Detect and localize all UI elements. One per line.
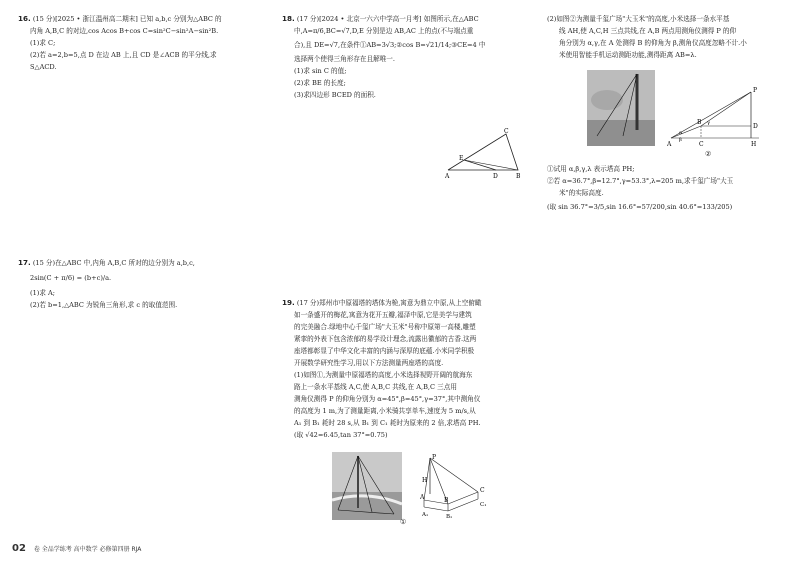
- tower-photo-1: [332, 452, 402, 520]
- q18-line-5: (2)求 BE 的长度;: [294, 79, 346, 87]
- label-b1: B₁: [446, 514, 453, 520]
- label-c1: C₁: [480, 502, 487, 508]
- q19b-after-0: ①试用 α,β,γ,λ 表示塔高 PH;: [547, 165, 635, 173]
- q17-line-2: (1)求 A;: [30, 289, 56, 297]
- q16-line-2: (1)求 C;: [30, 39, 56, 47]
- q18-line-3: 选择两个使得三角形存在且解唯一.: [294, 55, 396, 63]
- label-b: B: [697, 119, 702, 126]
- tower-photo-2: [587, 70, 655, 146]
- q19b-after-3: (取 sin 36.7°=3/5,sin 16.6°=57/200,sin 40.6°=133/205): [547, 203, 733, 211]
- label-e: E: [459, 155, 464, 162]
- label-gamma: γ: [707, 120, 710, 126]
- label-b: B: [516, 173, 521, 180]
- q19b-after-1: ②若 α=36.7°,β=12.7°,γ=53.3°,λ=205 m,求千玺广场"大玉: [547, 177, 734, 185]
- label-a: A: [445, 173, 450, 180]
- q19b-line-0: (2)如图②为测量千玺广场"大玉米"的高度,小米选择一条水平基: [547, 15, 730, 23]
- q19-line-10: A₁ 到 B₁ 耗时 28 s,从 B₁ 到 C₁ 耗时为原来的 2 倍,求塔高 PH.: [294, 419, 481, 427]
- question-number: 19.: [282, 298, 295, 307]
- triangle-figure-18: [444, 128, 524, 180]
- q19-line-5: 开展数学研究性学习,用以下方法测量两座塔的高度.: [294, 359, 444, 367]
- label-a: A: [420, 494, 425, 501]
- label-h: H: [422, 477, 428, 484]
- question-19-part2-subquestions: [547, 163, 777, 215]
- q17-line-1: 2sin(C + π/6) = (b+c)/a.: [30, 274, 112, 282]
- q18-line-6: (3)求四边形 BCED 的面积.: [294, 91, 376, 99]
- label-c: C: [504, 128, 509, 135]
- label-b: B: [444, 497, 449, 504]
- q19b-line-2: 角分别为 α,γ,在 A 处测得 B 的仰角为 β,测角仪高度忽略不计.小: [559, 39, 747, 47]
- label-d: D: [753, 123, 758, 130]
- q18-line-0: (17 分)[2024 • 北京一六六中学高一月考] 如图所示,在△ABC: [296, 15, 479, 23]
- q19-line-4: 座塔都彰显了中华文化丰富的内涵与深厚的底蕴.小米同学积极: [294, 347, 475, 355]
- footer-text: 卷 全品学练考 高中数学 必修第四册 RJA: [33, 546, 142, 553]
- q19-line-2: 的完美融合.绿地中心千玺广场"大玉米"号称中原第一高楼,雕塑: [294, 323, 476, 331]
- label-h: H: [751, 141, 757, 148]
- question-19-part2: [547, 13, 777, 61]
- figure-caption-1: ①: [400, 518, 407, 526]
- label-c: C: [480, 487, 485, 494]
- tower-diagram-1: [420, 452, 490, 520]
- column-right: [547, 0, 777, 534]
- question-number: 17.: [18, 258, 31, 267]
- q18-line-4: (1)求 sin C 的值;: [294, 67, 347, 75]
- q19-line-11: (取 √42=6.45,tan 37°=0.75): [294, 431, 388, 439]
- tower-diagram-2: [667, 86, 767, 148]
- q18-line-2: 合),且 DE=√7,在条件①AB=3√3;②cos B=√21/14;③CE=4 中: [294, 41, 486, 49]
- q16-line-3: (2)若 a=2,b=5,点 D 在边 AB 上,且 CD 是∠ACB 的平分线,求: [30, 51, 217, 59]
- q16-line-1: 内角 A,B,C 的对边,cos Acos B+cos C=sin²C−sin²A−sin²B.: [30, 27, 219, 35]
- question-number: 18.: [282, 14, 295, 23]
- question-18: [282, 13, 527, 101]
- label-beta: β: [679, 137, 682, 143]
- q17-line-3: (2)若 b=1,△ABC 为锐角三角形,求 c 的取值范围.: [30, 301, 178, 309]
- question-number: 16.: [18, 14, 31, 23]
- question-17: [18, 257, 263, 311]
- label-p: P: [432, 454, 437, 461]
- q19b-line-1: 线 AH,使 A,C,H 三点共线,在 A,B 两点用测角仪测得 P 的仰: [559, 27, 737, 35]
- q19-line-6: (1)如图①,为测量中原福塔的高度,小米选择视野开阔的航海东: [294, 371, 473, 379]
- label-a: A: [667, 141, 672, 148]
- q19b-after-2: 米"的实际高度.: [559, 189, 604, 197]
- q16-line-0: (15 分)[2025 • 浙江温州高二期末] 已知 a,b,c 分别为△ABC 的: [32, 15, 222, 23]
- label-p: P: [753, 87, 758, 94]
- q19-line-3: 紧挛的外表下包含浓郁的易学设计理念,流露出徽郁的古香.这两: [294, 335, 477, 343]
- label-alpha: α: [679, 130, 683, 136]
- label-d: D: [493, 173, 498, 180]
- q18-line-1: 中,A=π/6,BC=√7,D,E 分别是边 AB,AC 上的点(不与端点重: [294, 27, 474, 35]
- q19b-line-3: 米使用智能手机运动测距功能,测得距离 AB=λ.: [559, 51, 697, 59]
- q19-line-7: 路上一条水平基线 A,C,使 A,B,C 共线,在 A,B,C 三点用: [294, 383, 457, 391]
- page-footer: [12, 543, 141, 554]
- column-middle: [282, 0, 527, 534]
- q17-line-0: (15 分)在△ABC 中,内角 A,B,C 所对的边分别为 a,b,c,: [32, 259, 195, 267]
- question-19: [282, 297, 527, 441]
- q19-line-8: 测角仪测得 P 的仰角分别为 α=45°,β=45°,γ=37°,其中测角仪: [294, 395, 481, 403]
- question-16: [18, 13, 263, 73]
- label-c: C: [699, 141, 704, 148]
- page-number: 02: [12, 543, 26, 554]
- q19-line-9: 的高度为 1 m,为了测量距离,小米骑共享单车,速度为 5 m/s,从: [294, 407, 476, 415]
- label-a1: A₁: [422, 512, 429, 518]
- figure-caption-2: ②: [705, 150, 712, 158]
- q19-line-1: 如一条盛开的梅花,寓意为花开五瓣,福泽中原,它是美学与建筑: [294, 311, 472, 319]
- q19-line-0: (17 分)郑州市中原福塔的塔体为桅,寓意为鼎立中原,从上空俯瞰: [296, 299, 482, 307]
- q16-line-4: S△ACD.: [30, 63, 57, 71]
- column-left: [18, 0, 263, 534]
